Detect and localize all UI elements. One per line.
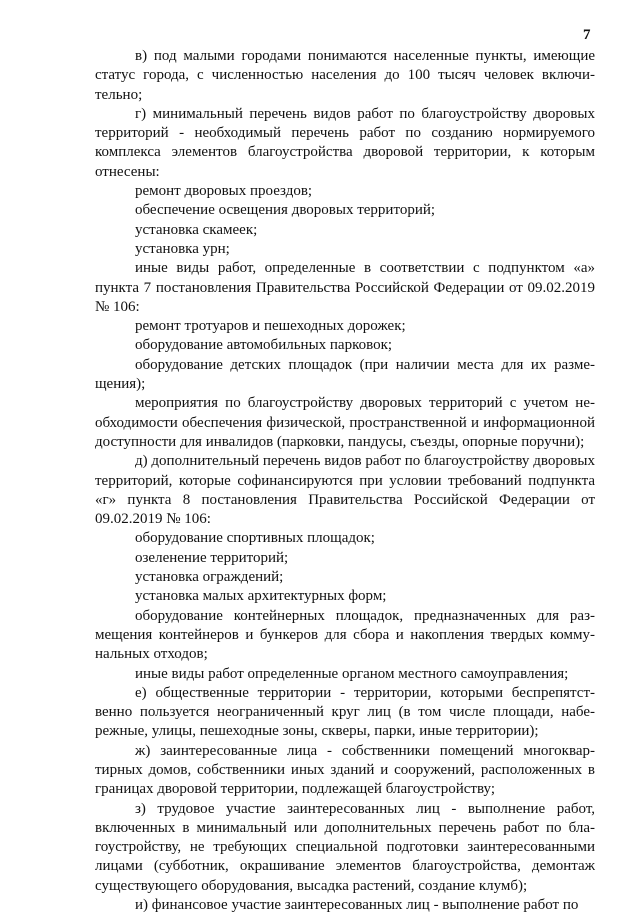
list-item: озеленение территорий; [135, 549, 289, 566]
list-item: оборудование спортивных площадок; [135, 530, 375, 547]
list-item: оборудование контейнерных площадок, предназначенных для размещения контейнеров и бункеров для сбора и накопления твердых коммунальных отходов; [95, 607, 595, 663]
list-item: ремонт тротуаров и пешеходных дорожек; [135, 318, 406, 335]
list-item: установка ограждений; [135, 569, 284, 586]
paragraph: е) общественные территории - территории, которыми беспрепятственно пользуется неограниченный круг лиц (в том числе площади, набережные, улицы, пешеходные зоны, скверы, парки, иные территории); [95, 684, 595, 740]
list-item: оборудование автомобильных парковок; [135, 337, 393, 354]
list-item: обеспечение освещения дворовых территорий; [135, 202, 436, 219]
paragraph: в) под малыми городами понимаются населенные пункты, имеющие статус города, с численностью населения до 100 тысяч человек включительно; [95, 48, 595, 103]
paragraph: и) финансовое участие заинтересованных лиц - выполнение работ по [135, 897, 579, 914]
list-item: установка скамеек; [135, 221, 258, 238]
list-item: иные виды работ определенные органом местного самоуправления; [135, 665, 569, 682]
document-body [95, 47, 595, 915]
page-number: 7 [583, 27, 591, 43]
list-item: оборудование детских площадок (при наличии места для их размещения); [95, 356, 595, 393]
paragraph: д) дополнительный перечень видов работ по благоустройству дворовых территорий, которые софинансируются при условии требований подпункта «г» пункта 8 постановления Правительства Российской Федерации от 09.02.2019 № 106: [95, 453, 595, 528]
paragraph: иные виды работ, определенные в соответствии с подпунктом «а» пункта 7 постановления Правительства Российской Федерации от 09.02.2019 № 106: [95, 260, 595, 315]
list-item: установка малых архитектурных форм; [135, 588, 387, 605]
paragraph: з) трудовое участие заинтересованных лиц - выполнение работ, включенных в минимальный или дополнительных перечень работ по благоустройству, не требующих специальной подготовки заинтересованными лицами (субботник, окрашивание элементов благоустройства, демонтаж существующего оборудования, высадка растений, создание клумб); [95, 800, 595, 894]
list-item: мероприятия по благоустройству дворовых территорий с учетом необходимости обеспечения физической, пространственной и информационной доступности для инвалидов (парковки, пандусы, съезды, опорные поручни); [95, 395, 595, 450]
list-item: установка урн; [135, 240, 230, 257]
paragraph: ж) заинтересованные лица - собственники помещений многоквартирных домов, собственники иных зданий и сооружений, расположенных в границах дворовой территории, подлежащей благоустройству; [95, 742, 595, 798]
paragraph: г) минимальный перечень видов работ по благоустройству дворовых территорий - необходимый перечень работ по созданию нормируемого комплекса элементов благоустройства дворовой территории, к которым отнесены: [95, 105, 595, 180]
list-item: ремонт дворовых проездов; [135, 183, 313, 200]
